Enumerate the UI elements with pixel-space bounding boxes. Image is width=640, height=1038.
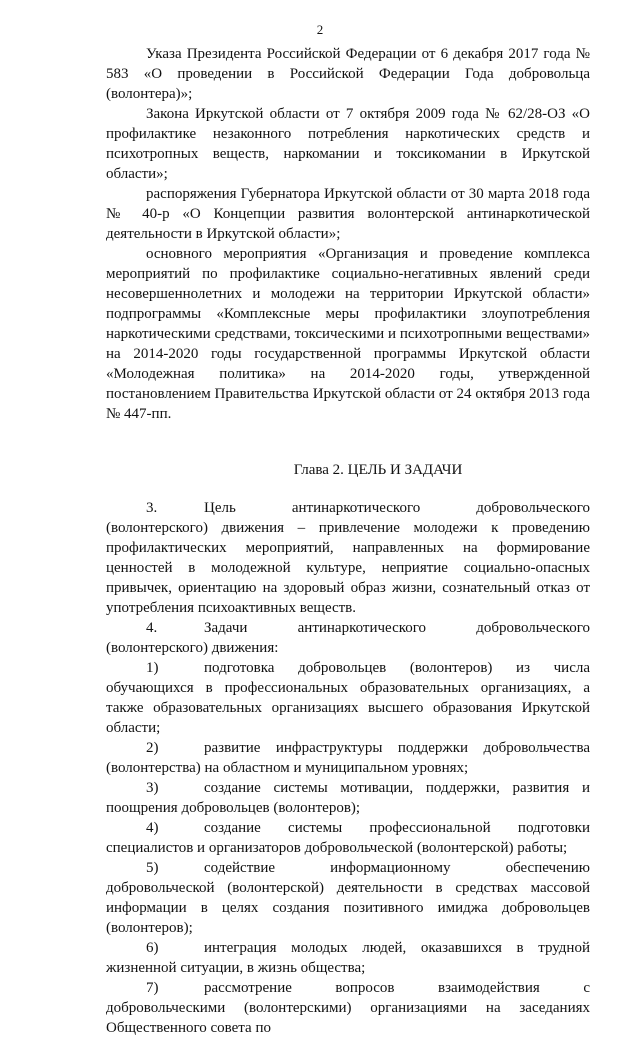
item-number: 3) bbox=[146, 780, 159, 796]
section-4 bbox=[106, 618, 590, 658]
list-item bbox=[106, 778, 590, 818]
item-text: создание системы профессиональной подготовки специалистов и организаторов добровольческой (волонтерской) работы; bbox=[106, 820, 590, 856]
list-item bbox=[106, 658, 590, 738]
section-3 bbox=[106, 498, 590, 618]
section-text: Цель антинаркотического добровольческого (волонтерского) движения – привлечение молодежи к проведению профилактических мероприятий, направленных на формирование ценностей в молодежной культуре, неприятие социально-опасных привычек, ориентацию на здоровый образ жизни, сознательный отказ от употребления психоактивных веществ. bbox=[106, 500, 590, 616]
list-item bbox=[106, 858, 590, 938]
item-number: 6) bbox=[146, 940, 159, 956]
list-item bbox=[106, 978, 590, 1038]
section-number: 4. bbox=[146, 620, 158, 636]
chapter-title: Глава 2. ЦЕЛЬ И ЗАДАЧИ bbox=[293, 462, 463, 478]
document-body bbox=[106, 44, 590, 1038]
section-text: Задачи антинаркотического добровольческого (волонтерского) движения: bbox=[106, 620, 590, 656]
item-number: 7) bbox=[146, 980, 159, 996]
spacer bbox=[106, 424, 590, 460]
paragraph-order: распоряжения Губернатора Иркутской области от 30 марта 2018 года № 40-р «О Концепции развития волонтерской антинаркотической деятельности в Иркутской области»; bbox=[106, 186, 590, 242]
item-number: 5) bbox=[146, 860, 159, 876]
section-number: 3. bbox=[146, 500, 158, 516]
paragraph-law: Закона Иркутской области от 7 октября 2009 года № 62/28-ОЗ «О профилактике незаконного потребления наркотических средств и психотропных веществ, наркомании и токсикомании в Иркутской области»; bbox=[106, 106, 590, 182]
item-text: развитие инфраструктуры поддержки добровольчества (волонтерства) на областном и муниципальном уровнях; bbox=[106, 740, 590, 776]
list-item bbox=[106, 818, 590, 858]
list-item bbox=[106, 938, 590, 978]
spacer bbox=[106, 480, 590, 498]
item-number: 2) bbox=[146, 740, 159, 756]
page-number: 2 bbox=[316, 22, 324, 37]
item-text: интеграция молодых людей, оказавшихся в трудной жизненной ситуации, в жизнь общества; bbox=[106, 940, 590, 976]
item-text: содействие информационному обеспечению добровольческой (волонтерской) деятельности в средствах массовой информации в целях создания позитивного имиджа добровольцев (волонтеров); bbox=[106, 860, 590, 936]
paragraph-main-event: основного мероприятия «Организация и проведение комплекса мероприятий по профилактике социально-негативных явлений среди несовершеннолетних и молодежи на территории Иркутской области» подпрограммы «Комплексные меры профилактики злоупотребления наркотическими средствами, токсическими и психотропными веществами» на 2014-2020 годы государственной программы Иркутской области «Молодежная политика» на 2014-2020 годы, утвержденной постановлением Правительства Иркутской области от 24 октября 2013 года № 447-пп. bbox=[106, 246, 590, 422]
paragraph-decree: Указа Президента Российской Федерации от 6 декабря 2017 года № 583 «О проведении в Российской Федерации Года добровольца (волонтера)»; bbox=[106, 46, 590, 102]
item-text: подготовка добровольцев (волонтеров) из числа обучающихся в профессиональных образовательных организациях, а также образовательных организациях высшего образования Иркутской области; bbox=[106, 660, 590, 736]
item-text: создание системы мотивации, поддержки, развития и поощрения добровольцев (волонтеров); bbox=[106, 780, 590, 816]
item-number: 4) bbox=[146, 820, 159, 836]
item-number: 1) bbox=[146, 660, 159, 676]
item-text: рассмотрение вопросов взаимодействия с добровольческими (волонтерскими) организациями на заседаниях Общественного совета по bbox=[106, 980, 590, 1036]
list-item bbox=[106, 738, 590, 778]
